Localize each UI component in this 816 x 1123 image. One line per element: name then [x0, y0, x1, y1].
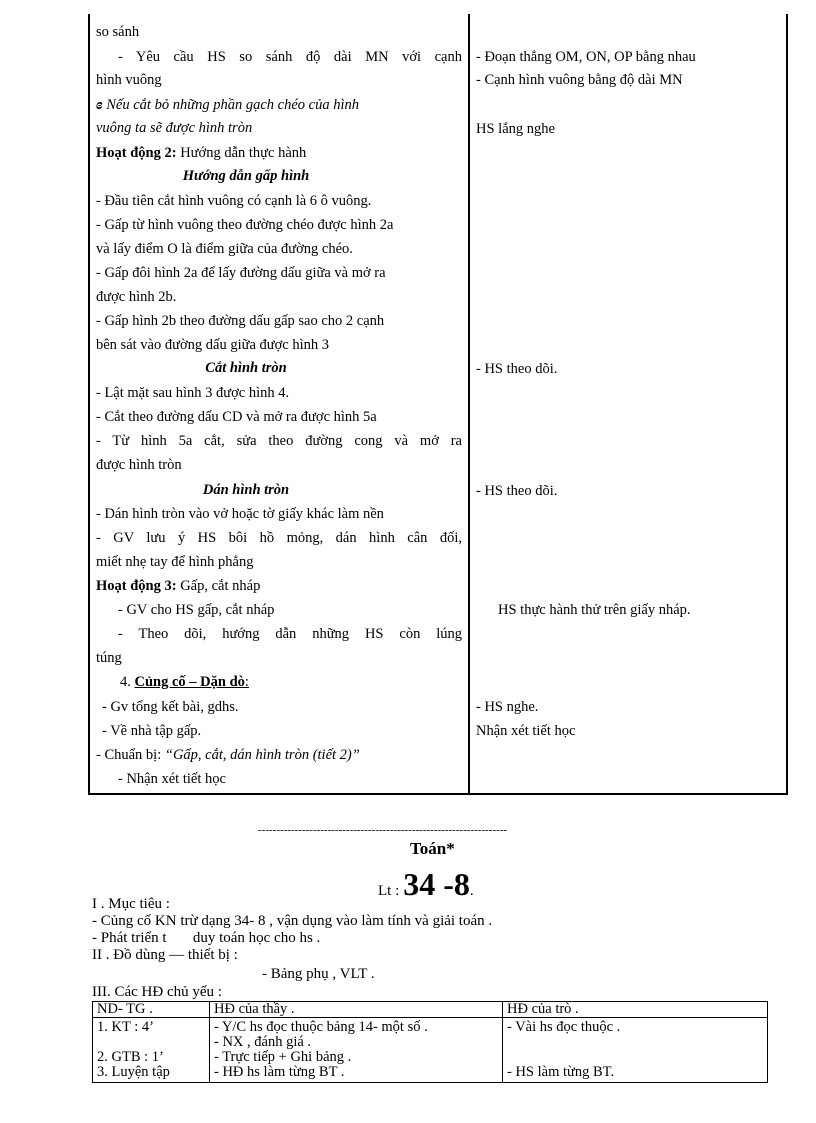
activity-text: Gấp, cắt nháp	[180, 578, 261, 594]
lesson-prefix: Lt :	[378, 883, 400, 899]
table-row	[93, 1018, 768, 1083]
note-line	[96, 96, 462, 114]
right-line: HS thực hành thử trên giấy nháp.	[498, 602, 691, 618]
right-line: - HS theo dõi.	[476, 483, 558, 499]
left-line: - Gấp từ hình vuông theo đường chéo được hình 2a	[96, 217, 394, 233]
right-line: Nhận xét tiết học	[476, 723, 576, 739]
left-line: so sánh	[96, 24, 140, 40]
cell-text: 3. Luyện tập	[97, 1064, 170, 1080]
activity-label: Hoạt động 3:	[96, 578, 177, 594]
activity-text: Hướng dẫn thực hành	[180, 145, 307, 161]
equipment-line: - Bảng phụ , VLT .	[262, 966, 375, 982]
left-line: - Yêu cầu HS so sánh độ dài MN với cạnh	[118, 49, 462, 65]
left-line: - Gấp đôi hình 2a để lấy đường dấu giữa và mở ra	[96, 265, 386, 281]
left-line: được hình tròn	[96, 457, 182, 473]
prepare-title: “Gấp, cắt, dán hình tròn (tiết 2)”	[164, 747, 360, 763]
subheading: Dán hình tròn	[202, 482, 290, 498]
right-line: - HS theo dõi.	[476, 361, 558, 377]
left-line: - GV cho HS gấp, cắt nháp	[118, 602, 275, 618]
left-line: - Gấp hình 2b theo đường dấu gấp sao cho 2 cạnh	[96, 313, 385, 329]
left-line: - Dán hình tròn vào vở hoặc tờ giấy khác làm nền	[96, 506, 384, 522]
objective-line: - Phát triển t duy toán học cho hs .	[92, 930, 321, 946]
lesson-title	[378, 866, 474, 903]
lesson-period: .	[469, 883, 474, 899]
left-line: miết nhẹ tay để hình phẳng	[96, 554, 254, 570]
section-colon: :	[244, 674, 249, 690]
cell-text: - Trực tiếp + Ghi bảng .	[214, 1049, 352, 1065]
subheading: Hướng dẫn gấp hình	[182, 168, 310, 184]
header-cell: HĐ của trò .	[503, 1002, 768, 1018]
left-line: - Cắt theo đường dấu CD và mở ra được hình 5a	[96, 409, 377, 425]
section-number: 4.	[120, 674, 131, 690]
left-line: - Theo dõi, hướng dẫn những HS còn lúng	[118, 626, 462, 642]
table-cell	[93, 1018, 210, 1083]
right-line: HS lắng nghe	[476, 121, 555, 137]
header-cell: ND- TG .	[93, 1002, 210, 1018]
prepare-label: - Chuẩn bị:	[96, 747, 165, 763]
cell-text: - HS làm từng BT.	[507, 1064, 615, 1080]
lesson-plan-table	[88, 14, 788, 795]
cell-text: - Y/C hs đọc thuộc bảng 14- một số .	[214, 1019, 428, 1035]
left-line: - Về nhà tập gấp.	[102, 723, 202, 739]
note-icon: ɞ	[96, 97, 103, 113]
activities-heading: III. Các HĐ chủ yếu :	[92, 984, 222, 1000]
left-line: túng	[96, 650, 122, 666]
cell-text: 2. GTB : 1’	[97, 1049, 164, 1065]
left-line: được hình 2b.	[96, 289, 177, 305]
subheading: Cắt hình tròn	[205, 360, 287, 376]
activity-label: Hoạt động 2:	[96, 145, 177, 161]
equipment-heading: II . Đồ dùng — thiết bị :	[92, 947, 238, 963]
prepare-line	[96, 746, 462, 764]
right-line: - HS nghe.	[476, 699, 539, 715]
activities-table	[92, 1001, 768, 1083]
subject-title: Toán*	[410, 839, 455, 858]
cell-text: - Vài hs đọc thuộc .	[507, 1019, 621, 1035]
left-line: - Gv tổng kết bài, gdhs.	[102, 699, 239, 715]
left-line: - GV lưu ý HS bôi hồ mỏng, dán hình cân đối,	[96, 530, 462, 546]
objectives-heading: I . Mục tiêu :	[92, 896, 170, 912]
left-line: - Đầu tiên cắt hình vuông có cạnh là 6 ô vuông.	[96, 193, 372, 209]
left-line: và lấy điểm O là điểm giữa của đường chéo.	[96, 241, 353, 257]
left-line: bên sát vào đường dấu giữa được hình 3	[96, 337, 330, 353]
table-cell	[210, 1018, 503, 1083]
note-text: Nếu cắt bỏ những phần gạch chéo của hình	[106, 97, 360, 113]
left-line: vuông ta sẽ được hình tròn	[96, 120, 253, 136]
cell-text: - HĐ hs làm từng BT .	[214, 1064, 345, 1080]
cell-text: - NX , đánh giá .	[214, 1034, 312, 1050]
header-cell: HĐ của thầy .	[210, 1002, 503, 1018]
left-line: - Nhận xét tiết học	[118, 771, 226, 787]
section-title: Củng cố – Dặn dò	[134, 674, 245, 690]
activity-2-line	[96, 144, 462, 162]
objective-line: - Củng cố KN trừ dạng 34- 8 , vận dụng vào làm tính và giải toán .	[92, 913, 493, 929]
left-line: - Lật mặt sau hình 3 được hình 4.	[96, 385, 290, 401]
activity-3-line	[96, 577, 462, 595]
right-line: - Đoạn thẳng OM, ON, OP bằng nhau	[476, 49, 696, 65]
table-header-row	[93, 1002, 768, 1018]
section-4-heading	[120, 673, 486, 691]
separator-line: --------------------------------------------------------------------	[258, 824, 508, 836]
left-line: - Từ hình 5a cắt, sửa theo đường cong và mở ra	[96, 433, 462, 449]
table-cell	[503, 1018, 768, 1083]
lesson-number: 34 -8	[403, 866, 470, 902]
right-line: - Cạnh hình vuông bằng độ dài MN	[476, 72, 683, 88]
cell-text: 1. KT : 4’	[97, 1019, 154, 1035]
left-line: hình vuông	[96, 72, 162, 88]
